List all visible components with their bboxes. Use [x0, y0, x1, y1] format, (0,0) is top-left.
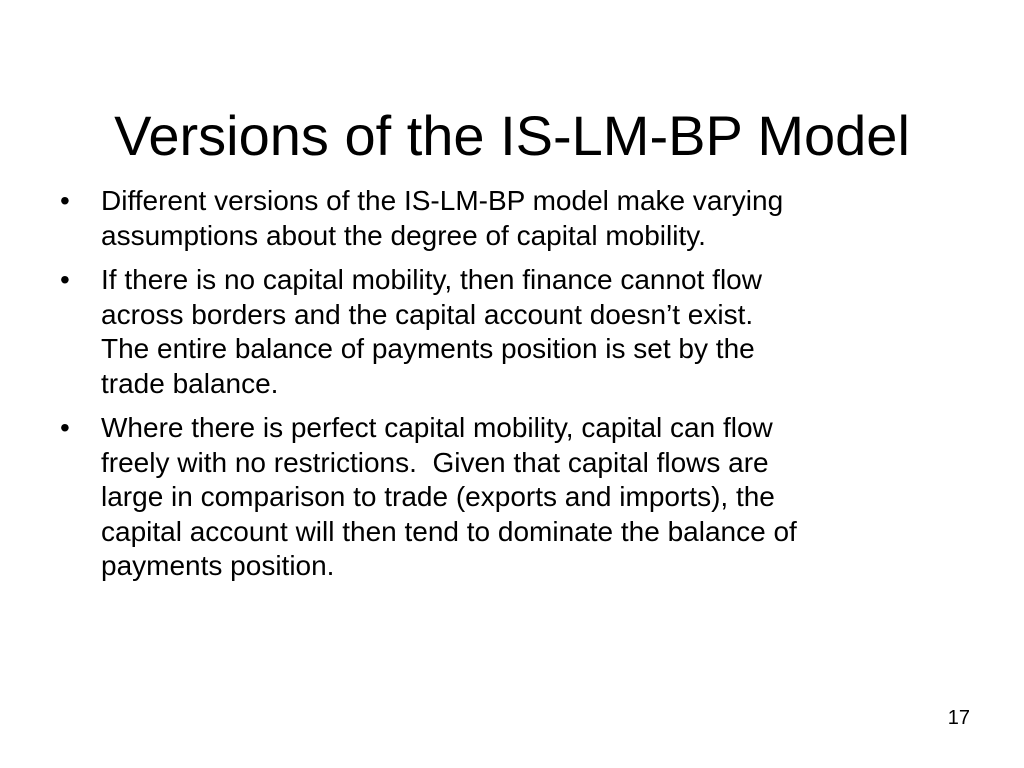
- bullet-text: [101, 411, 960, 584]
- bullet-list: [60, 184, 960, 594]
- bullet-item: [60, 263, 960, 401]
- bullet-item: [60, 411, 960, 584]
- page-number: 17: [947, 707, 970, 729]
- bullet-text: [101, 184, 960, 253]
- bullet-line: across borders and the capital account doesn’t exist.: [101, 298, 754, 330]
- bullet-line: Different versions of the IS-LM-BP model make varying: [101, 185, 784, 216]
- bullet-line: capital account will then tend to dominate the balance of: [101, 515, 797, 547]
- bullet-marker: •: [60, 264, 70, 295]
- bullet-line: If there is no capital mobility, then finance cannot flow: [101, 264, 762, 295]
- bullet-marker: •: [60, 412, 70, 443]
- bullet-text: [101, 263, 960, 401]
- bullet-line: The entire balance of payments position is set by the: [101, 333, 755, 364]
- bullet-item: [60, 184, 960, 253]
- bullet-line: large in comparison to trade (exports and imports), the: [101, 481, 775, 512]
- bullet-line: trade balance.: [101, 367, 279, 399]
- bullet-line: freely with no restrictions. Given that capital flows are: [101, 446, 769, 478]
- bullet-line: assumptions about the degree of capital mobility.: [101, 219, 706, 251]
- bullet-line: payments position.: [101, 550, 335, 581]
- slide-title: Versions of the IS-LM-BP Model: [114, 103, 910, 167]
- bullet-line: Where there is perfect capital mobility, capital can flow: [101, 412, 773, 443]
- bullet-marker: •: [60, 185, 70, 216]
